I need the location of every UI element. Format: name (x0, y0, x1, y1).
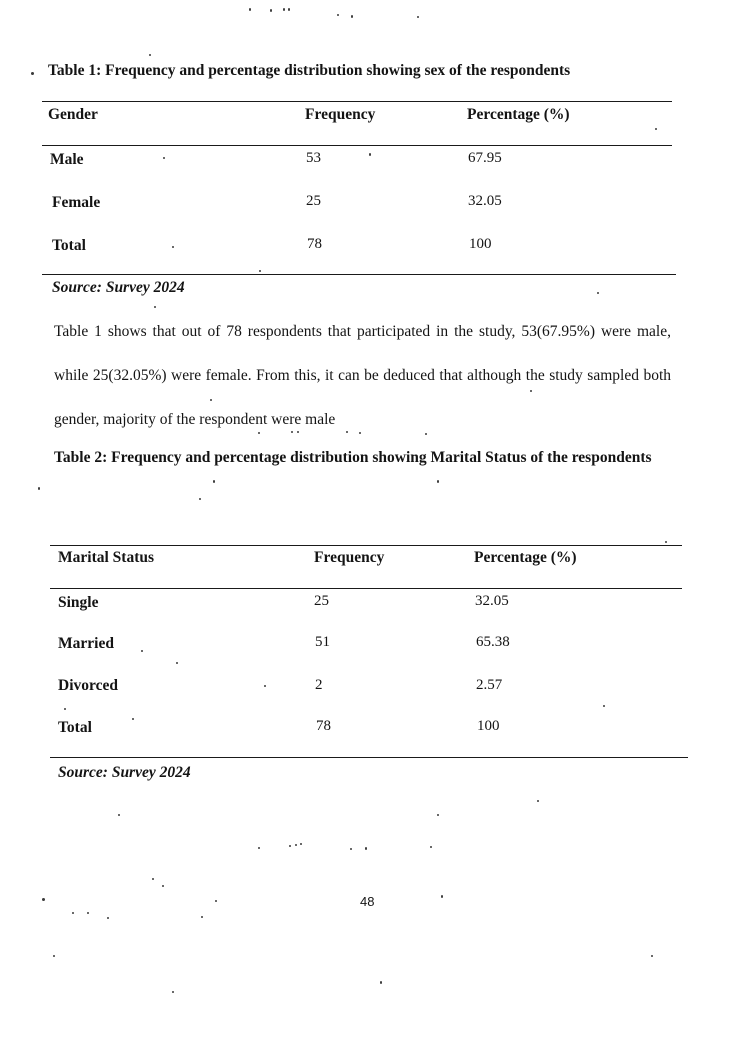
table1-row-label: Female (52, 194, 101, 211)
table1-header-frequency: Frequency (305, 106, 376, 123)
table2-row-label: Total (58, 719, 92, 736)
table2-header-percentage: Percentage (%) (474, 549, 577, 566)
table2-frequency: 78 (316, 718, 331, 734)
table1-top-rule (42, 101, 672, 102)
table1-percentage: 32.05 (468, 193, 502, 209)
table1-frequency: 25 (306, 193, 321, 209)
table1-caption: Table 1: Frequency and percentage distribution showing sex of the respondents (48, 62, 571, 79)
table2-frequency: 51 (315, 634, 330, 650)
table1-percentage: 100 (469, 236, 492, 252)
body-paragraph: Table 1 shows that out of 78 respondents that participated in the study, 53(67.95%) were male, while 25(32.05%) were female. From this, it can be deduced that although the study sampled both gender, majority of the respondent were male (54, 323, 671, 428)
table2-row-label: Married (58, 635, 114, 652)
table2-percentage: 2.57 (476, 677, 503, 693)
table1-percentage: 67.95 (468, 150, 502, 166)
table1-header-percentage: Percentage (%) (467, 106, 570, 123)
table2-header-marital-status: Marital Status (58, 549, 155, 566)
table1-bottom-rule (42, 274, 676, 275)
table2-header-rule (50, 588, 682, 589)
table2-frequency: 2 (315, 677, 323, 693)
table2-source: Source: Survey 2024 (58, 764, 191, 781)
table2-bottom-rule (50, 757, 688, 758)
table1-source: Source: Survey 2024 (52, 279, 185, 296)
table2-top-rule (50, 545, 682, 546)
table1-row-label: Total (52, 237, 86, 254)
page-number: 48 (360, 894, 375, 909)
table2-percentage: 65.38 (476, 634, 510, 650)
table2-row-label: Divorced (58, 677, 118, 694)
table2-row-label: Single (58, 594, 99, 611)
table1-frequency: 78 (307, 236, 322, 252)
table1-header-gender: Gender (48, 106, 98, 123)
table2-caption: Table 2: Frequency and percentage distribution showing Marital Status of the respondents (54, 449, 652, 466)
table2-frequency: 25 (314, 593, 329, 609)
table1-header-rule (42, 145, 672, 146)
table2-percentage: 100 (477, 718, 500, 734)
table1-frequency: 53 (306, 150, 321, 166)
table1-row-label: Male (50, 151, 84, 168)
table2-percentage: 32.05 (475, 593, 509, 609)
table2-header-frequency: Frequency (314, 549, 385, 566)
